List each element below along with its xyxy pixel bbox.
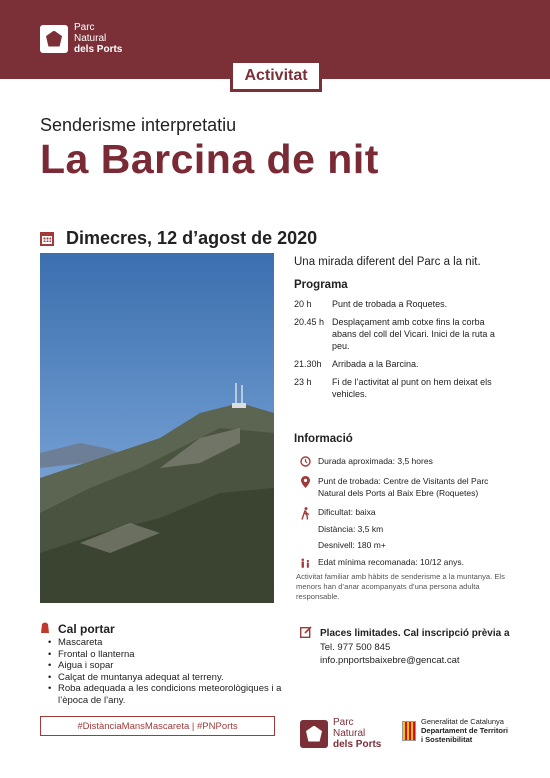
footer-logo-line-3: dels Ports — [333, 739, 382, 750]
programa-text: Arribada a la Barcina. — [332, 359, 419, 369]
parc-natural-logo — [40, 22, 122, 55]
family-icon — [300, 557, 311, 569]
event-date: Dimecres, 12 d’agost de 2020 — [66, 228, 318, 248]
durada-text: Durada aproximada: 3,5 hores — [318, 456, 433, 466]
list-item: • Roba adequada a les condicions meteorològiques i a l’època de l’any. — [48, 683, 288, 706]
info-punt — [300, 476, 515, 499]
cal-portar-heading — [40, 621, 115, 637]
logo-line-2: Natural — [74, 33, 107, 44]
programa-time: 20 h — [294, 299, 312, 309]
activity-tag: Activitat — [230, 60, 322, 92]
gencat-logo — [402, 717, 508, 744]
footer-logo-line-2: Natural — [333, 728, 366, 739]
programa-text: Fi de l’activitat al punt on hem deixat els vehicles. — [332, 377, 492, 399]
punt-text: Punt de trobada: Centre de Visitants del Parc Natural dels Ports al Baix Ebre (Roquetes) — [318, 476, 489, 498]
edit-form-icon — [300, 626, 312, 641]
distancia-text: Distància: 3,5 km — [318, 523, 384, 534]
programa-time: 21.30h — [294, 359, 322, 369]
senyera-flag-icon — [402, 721, 416, 741]
programa-row — [294, 358, 509, 376]
family-note: Activitat familiar amb hàbits de senderisme a la muntanya. Els menors han d’anar acompanyats d’una persona adulta responsable. — [296, 572, 505, 601]
page-title: La Barcina de nit — [40, 136, 379, 182]
programa-text: Desplaçament amb cotxe fins la corba abans del coll del Vicari. Inici de la ruta a peu. — [332, 317, 495, 351]
hiker-icon — [300, 507, 311, 552]
list-item: • Mascareta — [48, 637, 288, 649]
list-item: • Frontal o llanterna — [48, 649, 288, 661]
info-dificultat — [300, 507, 386, 552]
cal-portar-list — [48, 637, 288, 706]
logo-line-1: Parc — [74, 22, 95, 33]
phone-number: Tel. 977 500 845 — [320, 642, 391, 653]
programa-row — [294, 298, 509, 316]
programa-time: 20.45 h — [294, 317, 325, 327]
leaf-logo-icon — [40, 25, 68, 53]
list-item: • Aigua i sopar — [48, 660, 288, 672]
leaf-logo-icon — [300, 720, 328, 748]
gencat-line-1: Generalitat de Catalunya — [421, 717, 504, 726]
hashtags-box: #DistànciaMansMascareta | #PNPorts — [40, 716, 275, 736]
programa-table — [294, 298, 509, 406]
logo-line-3: dels Ports — [74, 44, 123, 55]
info-durada — [300, 456, 433, 468]
backpack-icon — [40, 621, 50, 637]
list-item: • Calçat de muntanya adequat al terreny. — [48, 672, 288, 684]
date-row — [40, 228, 317, 249]
programa-row — [294, 316, 509, 358]
gencat-line-2: Departament de Territori — [421, 726, 508, 735]
programa-text: Punt de trobada a Roquetes. — [332, 299, 448, 309]
dificultat-text: Dificultat: baixa — [318, 507, 376, 517]
edat-text: Edat mínima recomanada: 10/12 anys. — [318, 557, 464, 567]
info-edat — [300, 557, 464, 569]
places-heading: Places limitades. Cal inscripció prèvia a — [320, 628, 510, 639]
calendar-icon — [40, 232, 54, 246]
desnivell-text: Desnivell: 180 m+ — [318, 540, 386, 550]
footer-parc-logo — [300, 717, 381, 750]
gencat-line-3: i Sostenibilitat — [421, 735, 473, 744]
programa-time: 23 h — [294, 377, 312, 387]
clock-icon — [300, 456, 311, 468]
informacio-heading: Informació — [294, 433, 353, 445]
location-pin-icon — [300, 476, 311, 499]
programa-heading: Programa — [294, 279, 348, 291]
mountain-photo — [40, 253, 274, 603]
email-address: info.pnportsbaixebre@gencat.cat — [320, 655, 460, 666]
subtitle: Senderisme interpretatiu — [40, 115, 237, 135]
footer-logo-line-1: Parc — [333, 717, 354, 728]
programa-row — [294, 376, 509, 406]
intro-text: Una mirada diferent del Parc a la nit. — [294, 256, 481, 268]
cal-portar-title: Cal portar — [58, 622, 115, 636]
registration-block — [300, 626, 510, 667]
